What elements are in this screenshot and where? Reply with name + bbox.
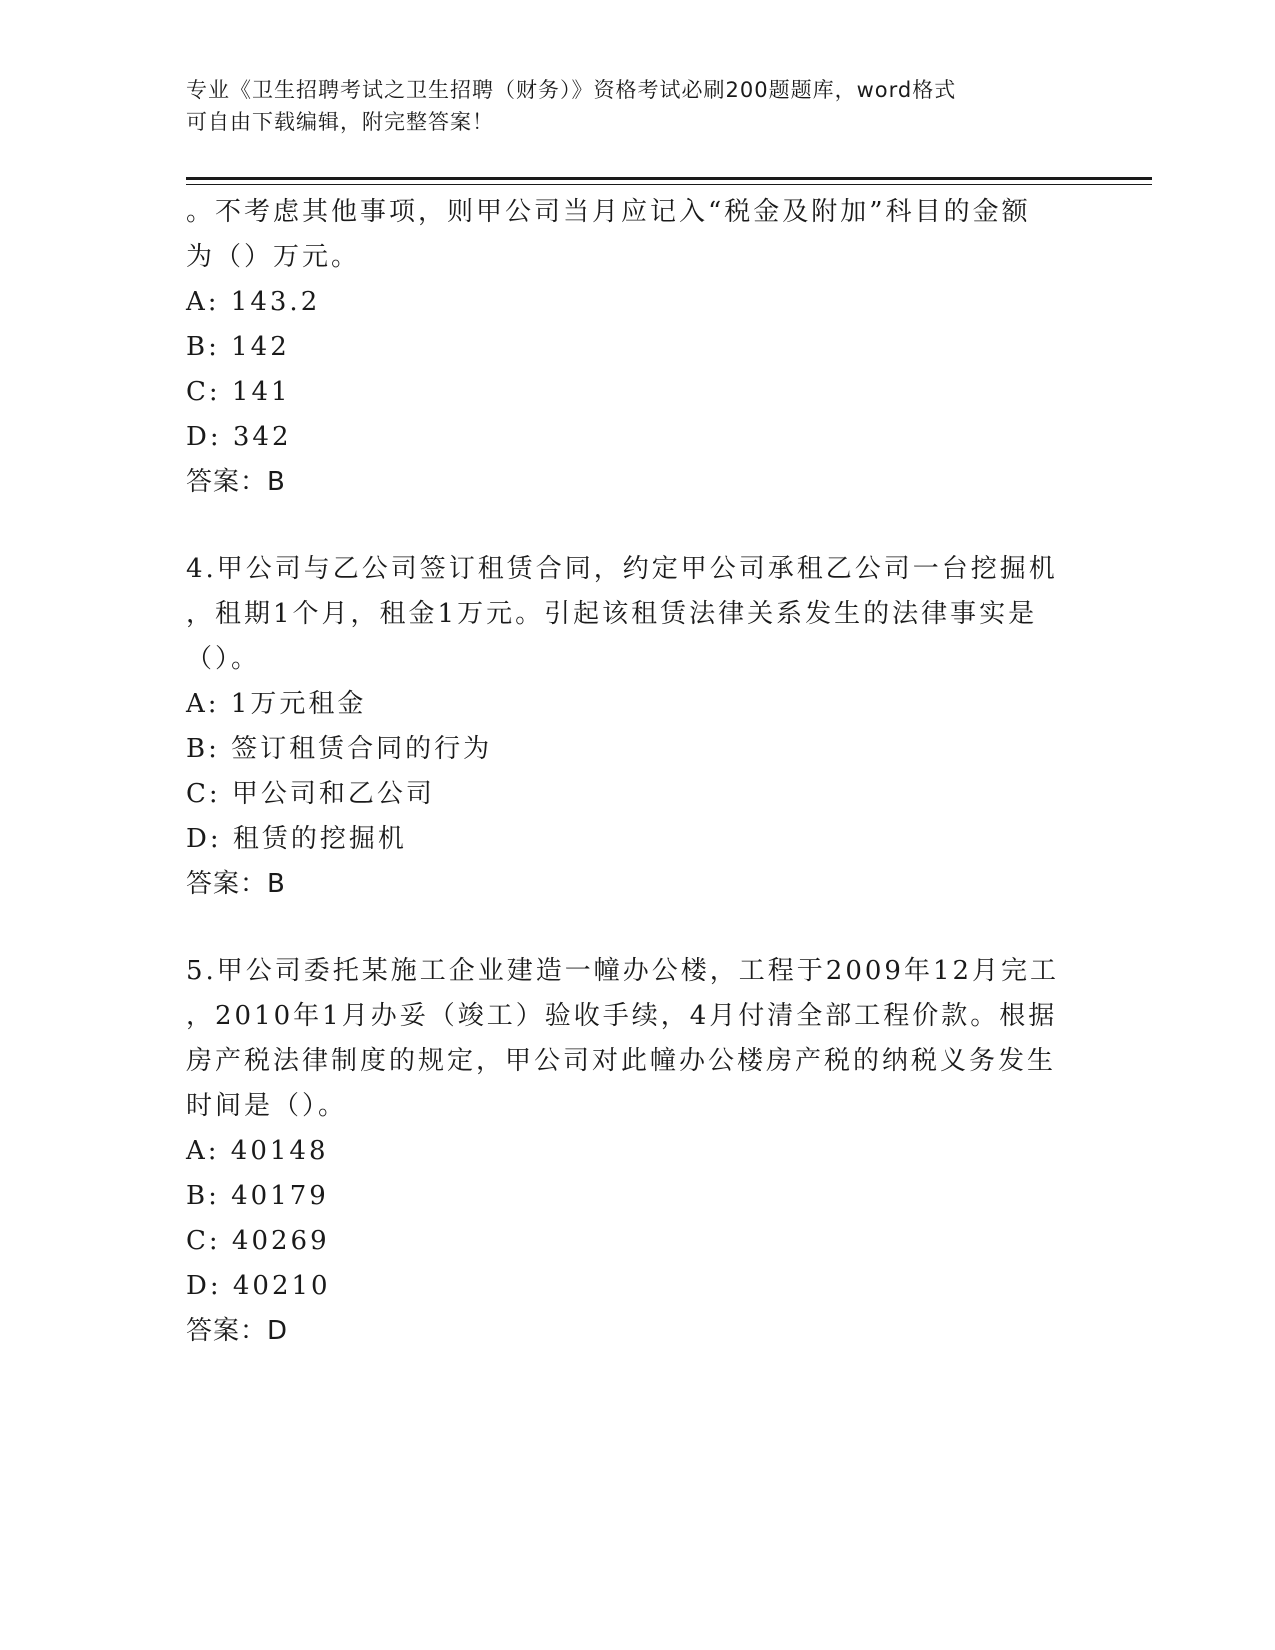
question-text-line: ，2010年1月办妥（竣工）验收手续，4月付清全部工程价款。根据 — [186, 1001, 1058, 1031]
question-text-line: 。不考虑其他事项，则甲公司当月应记入“税金及附加”科目的金额 — [186, 197, 1031, 227]
header-line-1: 专业《卫生招聘考试之卫生招聘（财务）》资格考试必刷200题题库，word格式 — [186, 78, 957, 102]
question-5 — [186, 949, 1066, 1354]
option-c: C: 甲公司和乙公司 — [186, 779, 435, 809]
option-b: B: 142 — [186, 332, 290, 362]
header-divider-thick — [186, 177, 1152, 180]
option-d: D: 342 — [186, 422, 292, 452]
option-a: A: 1万元租金 — [186, 689, 367, 719]
option-a: A: 143.2 — [186, 287, 321, 317]
question-text-line: 5.甲公司委托某施工企业建造一幢办公楼，工程于2009年12月完工 — [186, 956, 1060, 986]
option-d: D: 40210 — [186, 1271, 331, 1301]
answer-line: 答案：B — [186, 467, 286, 497]
option-c: C: 141 — [186, 377, 291, 407]
option-d: D: 租赁的挖掘机 — [186, 824, 407, 854]
page-header — [186, 74, 1066, 138]
option-b: B: 签订租赁合同的行为 — [186, 734, 493, 764]
question-3 — [186, 190, 1066, 505]
question-text-line: 4.甲公司与乙公司签订租赁合同，约定甲公司承租乙公司一台挖掘机 — [186, 554, 1058, 584]
option-b: B: 40179 — [186, 1181, 329, 1211]
header-divider-thin — [186, 184, 1152, 185]
question-text-line: ，租期1个月，租金1万元。引起该租赁法律关系发生的法律事实是 — [186, 599, 1038, 629]
question-4 — [186, 547, 1066, 907]
question-text-line: 时间是（）。 — [186, 1091, 348, 1121]
question-text-line: （）。 — [186, 644, 261, 674]
answer-line: 答案：D — [186, 1316, 289, 1346]
option-c: C: 40269 — [186, 1226, 330, 1256]
option-a: A: 40148 — [186, 1136, 329, 1166]
question-text-line: 为（）万元。 — [186, 242, 361, 272]
question-list — [186, 190, 1066, 1354]
answer-line: 答案：B — [186, 869, 286, 899]
question-text-line: 房产税法律制度的规定，甲公司对此幢办公楼房产税的纳税义务发生 — [186, 1046, 1057, 1076]
header-line-2: 可自由下载编辑，附完整答案！ — [186, 110, 494, 134]
